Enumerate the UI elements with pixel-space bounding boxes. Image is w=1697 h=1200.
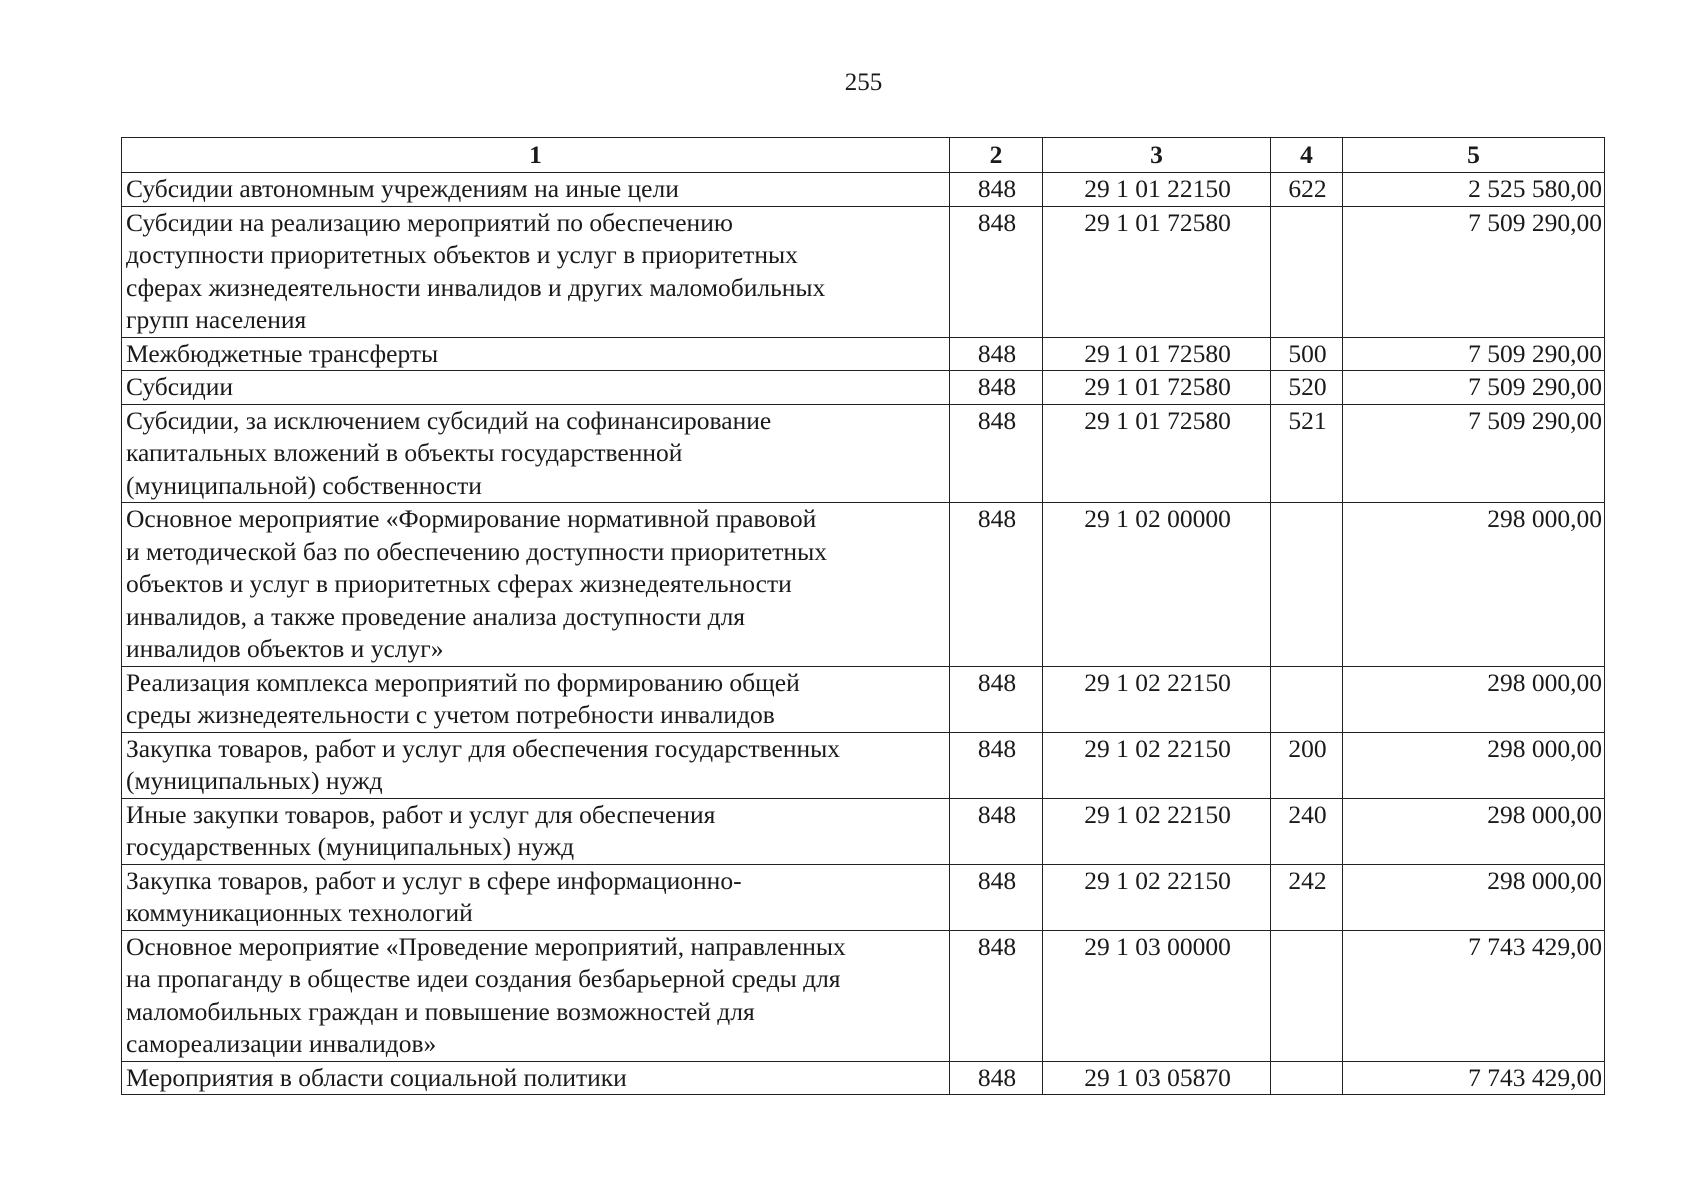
row-name-line: Мероприятия в области социальной политики — [126, 1062, 627, 1092]
row-name-cell — [122, 503, 950, 667]
row-name-line: (муниципальных) нужд — [126, 766, 383, 795]
row-name-line: групп населения — [126, 305, 307, 334]
row-code-cell: 848 — [950, 206, 1043, 337]
table-row — [122, 503, 1605, 667]
row-name-cell — [122, 404, 950, 503]
row-type-cell: 500 — [1271, 337, 1343, 371]
row-type-cell — [1271, 930, 1343, 1061]
row-csr-cell: 29 1 02 00000 — [1043, 503, 1271, 667]
row-code-cell: 848 — [950, 404, 1043, 503]
row-amount-cell: 298 000,00 — [1343, 666, 1605, 732]
row-name-cell — [122, 206, 950, 337]
row-amount-cell: 7 509 290,00 — [1343, 206, 1605, 337]
row-amount-cell: 2 525 580,00 — [1343, 173, 1605, 207]
row-code-cell: 848 — [950, 337, 1043, 371]
row-type-cell: 242 — [1271, 864, 1343, 930]
row-name-line: на пропаганду в обществе идеи создания безбарьерной среды для — [126, 964, 841, 993]
row-name-cell — [122, 666, 950, 732]
row-csr-cell: 29 1 01 72580 — [1043, 371, 1271, 405]
column-header: 1 — [122, 138, 950, 173]
table-row — [122, 864, 1605, 930]
table-row — [122, 337, 1605, 371]
row-type-cell — [1271, 503, 1343, 667]
table-row — [122, 173, 1605, 207]
row-name-cell — [122, 798, 950, 864]
row-csr-cell: 29 1 02 22150 — [1043, 666, 1271, 732]
row-type-cell: 200 — [1271, 732, 1343, 798]
table-row — [122, 404, 1605, 503]
row-name-line: доступности приоритетных объектов и услуг в приоритетных — [126, 240, 798, 269]
row-name-line: инвалидов, а также проведение анализа доступности для — [126, 601, 746, 631]
table-row — [122, 798, 1605, 864]
table-row — [122, 371, 1605, 405]
row-name-line: самореализации инвалидов» — [126, 1029, 437, 1058]
row-name-line: государственных (муниципальных) нужд — [126, 832, 575, 861]
row-name-line: объектов и услуг в приоритетных сферах жизнедеятельности — [126, 569, 792, 598]
row-amount-cell: 7 743 429,00 — [1343, 930, 1605, 1061]
row-code-cell: 848 — [950, 930, 1043, 1061]
row-name-cell — [122, 930, 950, 1061]
row-amount-cell: 7 509 290,00 — [1343, 337, 1605, 371]
row-name-line: Субсидии на реализацию мероприятий по обеспечению — [126, 207, 733, 237]
row-name-line: маломобильных граждан и повышение возможностей для — [126, 996, 755, 1026]
row-amount-cell: 298 000,00 — [1343, 732, 1605, 798]
row-name-cell — [122, 337, 950, 371]
row-csr-cell: 29 1 01 22150 — [1043, 173, 1271, 207]
row-csr-cell: 29 1 02 22150 — [1043, 864, 1271, 930]
row-name-line: Закупка товаров, работ и услуг для обеспечения государственных — [126, 733, 841, 763]
row-name-line: Реализация комплекса мероприятий по формированию общей — [126, 667, 800, 697]
table-row — [122, 1061, 1605, 1095]
row-name-line: Межбюджетные трансферты — [126, 338, 439, 368]
row-code-cell: 848 — [950, 371, 1043, 405]
row-name-line: Основное мероприятие «Формирование нормативной правовой — [126, 504, 817, 533]
row-type-cell: 520 — [1271, 371, 1343, 405]
row-code-cell: 848 — [950, 503, 1043, 667]
row-type-cell — [1271, 1061, 1343, 1095]
row-name-cell — [122, 864, 950, 930]
row-name-line: Субсидии — [126, 372, 233, 401]
column-header: 2 — [950, 138, 1043, 173]
row-name-cell — [122, 732, 950, 798]
page-number: 255 — [844, 69, 883, 96]
row-code-cell: 848 — [950, 1061, 1043, 1095]
row-name-line: Субсидии автономным учреждениям на иные цели — [126, 174, 679, 203]
row-name-line: инвалидов объектов и услуг» — [126, 634, 444, 663]
row-amount-cell: 298 000,00 — [1343, 798, 1605, 864]
table-header-row — [122, 138, 1605, 173]
row-amount-cell: 298 000,00 — [1343, 503, 1605, 667]
row-amount-cell: 298 000,00 — [1343, 864, 1605, 930]
budget-table — [121, 137, 1605, 1095]
row-name-cell — [122, 1061, 950, 1095]
row-amount-cell: 7 509 290,00 — [1343, 404, 1605, 503]
row-name-cell — [122, 173, 950, 207]
table-row — [122, 732, 1605, 798]
row-name-line: капитальных вложений в объекты государственной — [126, 438, 683, 467]
row-csr-cell: 29 1 01 72580 — [1043, 404, 1271, 503]
row-name-line: Основное мероприятие «Проведение мероприятий, направленных — [126, 931, 846, 961]
row-csr-cell: 29 1 01 72580 — [1043, 206, 1271, 337]
row-name-line: сферах жизнедеятельности инвалидов и других маломобильных — [126, 272, 826, 302]
row-type-cell — [1271, 666, 1343, 732]
row-type-cell — [1271, 206, 1343, 337]
row-csr-cell: 29 1 01 72580 — [1043, 337, 1271, 371]
row-name-line: среды жизнедеятельности с учетом потребности инвалидов — [126, 700, 775, 729]
row-name-line: (муниципальной) собственности — [126, 470, 482, 500]
row-code-cell: 848 — [950, 732, 1043, 798]
row-csr-cell: 29 1 02 22150 — [1043, 798, 1271, 864]
column-header: 4 — [1271, 138, 1343, 173]
row-amount-cell: 7 509 290,00 — [1343, 371, 1605, 405]
row-code-cell: 848 — [950, 666, 1043, 732]
table-row — [122, 666, 1605, 732]
row-code-cell: 848 — [950, 864, 1043, 930]
table-body — [122, 173, 1605, 1095]
row-csr-cell: 29 1 03 00000 — [1043, 930, 1271, 1061]
row-type-cell: 622 — [1271, 173, 1343, 207]
column-header: 5 — [1343, 138, 1605, 173]
row-name-line: коммуникационных технологий — [126, 898, 473, 927]
row-csr-cell: 29 1 03 05870 — [1043, 1061, 1271, 1095]
table-row — [122, 206, 1605, 337]
row-code-cell: 848 — [950, 173, 1043, 207]
row-name-line: и методической баз по обеспечению доступности приоритетных — [126, 536, 827, 566]
row-name-line: Закупка товаров, работ и услуг в сфере информационно- — [126, 865, 742, 895]
row-code-cell: 848 — [950, 798, 1043, 864]
table-row — [122, 930, 1605, 1061]
row-name-line: Субсидии, за исключением субсидий на софинансирование — [126, 405, 772, 435]
row-name-cell — [122, 371, 950, 405]
row-csr-cell: 29 1 02 22150 — [1043, 732, 1271, 798]
row-type-cell: 240 — [1271, 798, 1343, 864]
row-name-line: Иные закупки товаров, работ и услуг для обеспечения — [126, 799, 716, 829]
column-header: 3 — [1043, 138, 1271, 173]
row-amount-cell: 7 743 429,00 — [1343, 1061, 1605, 1095]
row-type-cell: 521 — [1271, 404, 1343, 503]
